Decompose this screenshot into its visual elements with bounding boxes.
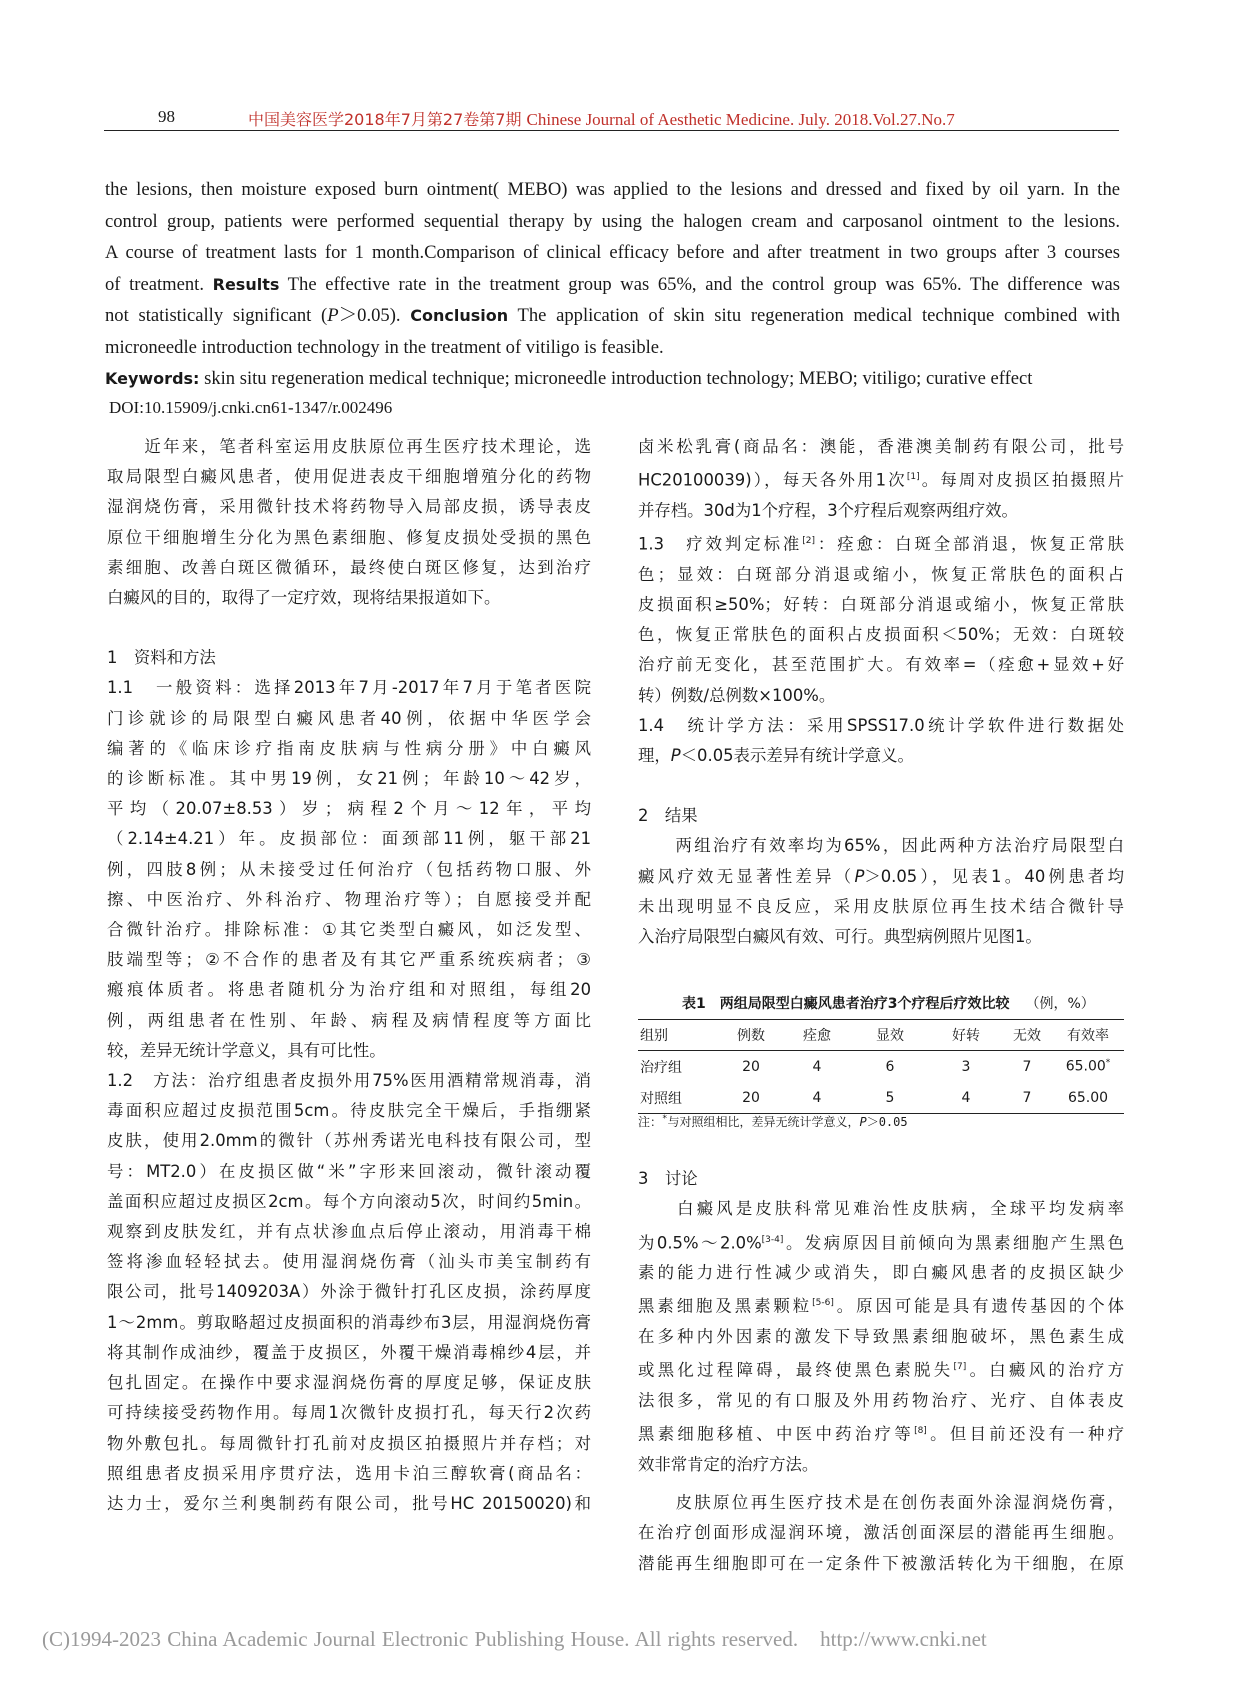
text: 。但目前还没有一种疗 xyxy=(926,1424,1124,1444)
body-line: 观察到皮肤发红，并有点状渗血点后停止滚动，用消毒干棉 xyxy=(107,1222,591,1242)
text: ＞0.05），见表1。40例患者均 xyxy=(864,866,1124,886)
header-rule xyxy=(104,130,1119,131)
text: 。白癜风的治疗方 xyxy=(966,1360,1124,1380)
table-cell: 7 xyxy=(1022,1058,1032,1075)
citation: [2] xyxy=(802,536,815,547)
results-label: Results xyxy=(212,274,280,294)
body-line: 白癜风的目的，取得了一定疗效，现将结果报道如下。 xyxy=(107,588,501,608)
citation: [8] xyxy=(914,1426,927,1437)
text: 与对照组相比，差异无统计学意义， xyxy=(667,1115,860,1129)
abstract-text: ＞0.05). xyxy=(338,305,401,326)
cell-value: 65.00 xyxy=(1065,1058,1106,1075)
abstract-text: The application of skin situ regeneration medical technique combined with xyxy=(517,305,1121,326)
keywords-label: Keywords: xyxy=(105,369,200,388)
body-line: 入治疗局限型白癜风有效、可行。典型病例照片见图1。 xyxy=(638,926,1042,946)
table-cell: 6 xyxy=(885,1058,895,1075)
body-line: 限公司，批号1409203A）外涂于微针打孔区皮损，涂药厚度 xyxy=(107,1282,591,1302)
text: 黑素细胞移植、中医中药治疗等 xyxy=(638,1424,915,1444)
body-line: 原位干细胞增生分化为黑色素细胞、修复皮损处受损的黑色 xyxy=(107,527,591,547)
body-line: （2.14±4.21）年。皮损部位：面颈部11例，躯干部21 xyxy=(107,829,591,849)
table-title xyxy=(682,993,1095,1013)
body-line: 将其制作成油纱，覆盖于皮损区，外覆干燥消毒棉纱4层，并 xyxy=(107,1342,591,1362)
doi: DOI:10.15909/j.cnki.cn61-1347/r.002496 xyxy=(109,398,393,417)
table-cell: 20 xyxy=(742,1058,760,1075)
body-line: 取局限型白癜风患者，使用促进表皮干细胞增殖分化的药物 xyxy=(107,467,591,487)
running-header xyxy=(248,107,955,130)
page-number: 98 xyxy=(158,107,175,126)
table-header: 组别 xyxy=(638,1020,718,1051)
table-cell: 65.00 xyxy=(1052,1082,1124,1114)
body-line xyxy=(638,1352,1124,1386)
body-line: 皮肤原位再生医疗技术是在创伤表面外涂湿润烧伤膏， xyxy=(638,1493,1124,1513)
table-caption: 表1 两组局限型白癜风患者治疗3个疗程后疗效比较 xyxy=(682,996,1010,1012)
table-cell: 3 xyxy=(961,1058,971,1075)
efficacy-table xyxy=(638,1019,1124,1114)
body-line: 肢端型等；②不合作的患者及有其它严重系统疾病者；③ xyxy=(107,950,591,970)
body-line: 较，差异无统计学意义，具有可比性。 xyxy=(107,1040,386,1060)
significance-mark: * xyxy=(1105,1058,1111,1069)
body-line: 的诊断标准。其中男19例，女21例；年龄10～42岁， xyxy=(107,769,591,789)
spacer xyxy=(638,771,1124,801)
copyright-footer xyxy=(42,1627,987,1652)
body-line: 合微针治疗。排除标准：①其它类型白癜风，如泛发型、 xyxy=(107,920,591,940)
citation: [5-6] xyxy=(812,1298,834,1309)
table-cell: 5 xyxy=(850,1082,930,1114)
body-line: 转）例数/总例数×100%。 xyxy=(638,685,836,705)
table-header: 无效 xyxy=(1002,1020,1052,1051)
p-symbol: P xyxy=(327,305,339,326)
body-line: 1.4 统计学方法：采用SPSS17.0统计学软件进行数据处 xyxy=(638,715,1124,735)
text: 癜风疗效无显著性差异（ xyxy=(638,866,855,886)
body-line: 卤米松乳膏(商品名：澳能，香港澳美制药有限公司，批号 xyxy=(638,437,1124,456)
table-cell: 治疗组 xyxy=(640,1059,682,1076)
body-line: 擦、中医治疗、外科治疗、物理治疗等）；自愿接受并配 xyxy=(107,889,591,909)
body-line: 号：MT2.0）在皮损区做“米”字形来回滚动，微针滚动覆 xyxy=(107,1161,591,1181)
body-line: 皮肤，使用2.0mm的微针（苏州秀诺光电科技有限公司，型 xyxy=(107,1131,591,1151)
section-title: 2 结果 xyxy=(638,806,698,826)
conclusion-label: Conclusion xyxy=(410,306,509,325)
body-line: 皮损面积≥50%；好转：白斑部分消退或缩小，恢复正常肤 xyxy=(638,594,1124,614)
table-row xyxy=(638,1082,1124,1114)
abstract-text: not statistically significant ( xyxy=(105,305,328,326)
table-cell: 4 xyxy=(784,1082,850,1114)
text: 理， xyxy=(638,745,671,765)
body-line: 1～2mm。剪取略超过皮损面积的消毒纱布3层，用湿润烧伤膏 xyxy=(107,1312,591,1332)
body-line xyxy=(638,526,1124,560)
text: ：痊愈：白斑全部消退，恢复正常肤 xyxy=(814,534,1124,554)
body-line: 例，两组患者在性别、年龄、病程及病情程度等方面比 xyxy=(107,1010,591,1030)
text: 。原因可能是具有遗传基因的个体 xyxy=(833,1296,1124,1316)
table-header: 显效 xyxy=(850,1020,930,1051)
spacer xyxy=(638,1480,1124,1488)
spacer xyxy=(107,613,591,643)
body-line xyxy=(638,1288,1124,1322)
text: ＞0.05 xyxy=(866,1115,908,1129)
body-line: 色，恢复正常肤色的面积占皮损面积＜50%；无效：白斑较 xyxy=(638,625,1124,645)
text: 注： xyxy=(638,1115,663,1129)
body-line xyxy=(638,462,1124,496)
keywords-text: skin situ regeneration medical technique; microneedle introduction technology; MEBO; vitiligo; curative effect xyxy=(204,368,1033,389)
body-line: 两组治疗有效率均为65%，因此两种方法治疗局限型白 xyxy=(638,836,1124,856)
body-line: 湿润烧伤膏，采用微针技术将药物导入局部皮损，诱导表皮 xyxy=(107,497,591,517)
text: 1.3 疗效判定标准 xyxy=(638,534,803,554)
body-line: 并存档。30d为1个疗程，3个疗程后观察两组疗效。 xyxy=(638,500,1018,520)
body-line: 在多种内外因素的激发下导致黑素细胞破坏，黑色素生成 xyxy=(638,1327,1124,1347)
table-cell: 4 xyxy=(930,1082,1002,1114)
text: HC20100039)），每天各外用1次 xyxy=(638,470,907,490)
body-line: 编著的《临床诊疗指南皮肤病与性病分册》中白癜风 xyxy=(107,738,591,758)
table-header: 有效率 xyxy=(1052,1020,1124,1051)
body-line: 1.2 方法：治疗组患者皮损外用75%医用酒精常规消毒，消 xyxy=(107,1071,591,1091)
table-row xyxy=(638,1051,1124,1083)
body-line xyxy=(638,862,1124,892)
table-unit: （例，%） xyxy=(1025,996,1095,1012)
body-line: 照组患者皮损采用序贯疗法，选用卡泊三醇软膏(商品名： xyxy=(107,1463,591,1483)
citation: [1] xyxy=(906,472,920,483)
body-line: 素细胞、改善白斑区微循环，最终使白斑区修复，达到治疗 xyxy=(107,557,591,577)
table-cell: 7 xyxy=(1002,1082,1052,1114)
abstract-line xyxy=(105,269,1120,301)
table-header: 痊愈 xyxy=(784,1020,850,1051)
body-line: 例，四肢8例；从未接受过任何治疗（包括药物口服、外 xyxy=(107,859,591,879)
body-line: 法很多，常见的有口服及外用药物治疗、光疗、自体表皮 xyxy=(638,1391,1124,1411)
abstract-line: microneedle introduction technology in the treatment of vitiligo is feasible. xyxy=(105,336,664,358)
body-line xyxy=(638,1416,1124,1450)
table-cell xyxy=(1052,1051,1124,1083)
abstract-line: control group, patients were performed sequential therapy by using the halogen cream and carposanol ointment to the lesions. xyxy=(105,210,1120,232)
abstract-line: A course of treatment lasts for 1 month.Comparison of clinical efficacy before and after treatment in two groups after 3 courses xyxy=(105,242,1120,263)
body-line: 白癜风是皮肤科常见难治性皮肤病，全球平均发病率 xyxy=(638,1199,1124,1219)
table-cell: 20 xyxy=(718,1082,784,1114)
text: 或黑化过程障碍，最终使黑色素脱失 xyxy=(638,1360,954,1380)
table-cell: 4 xyxy=(812,1058,822,1075)
table-header-row xyxy=(638,1020,1124,1051)
body-line: 潜能再生细胞即可在一定条件下被激活转化为干细胞，在原 xyxy=(638,1553,1124,1573)
cnki-url: http://www.cnki.net xyxy=(820,1627,987,1651)
body-line: 色；显效：白斑部分消退或缩小，恢复正常肤色的面积占 xyxy=(638,564,1124,584)
text: 为0.5%～2.0% xyxy=(638,1233,762,1253)
p-symbol: P xyxy=(859,1115,867,1129)
citation: [3-4] xyxy=(761,1234,784,1245)
abstract-text: The effective rate in the treatment group was 65%, and the control group was 65%. The difference was xyxy=(287,273,1121,295)
body-line: 效非常肯定的治疗方法。 xyxy=(638,1454,819,1474)
keywords-line xyxy=(105,363,1120,395)
copyright-text: (C)1994-2023 China Academic Journal Electronic Publishing House. All rights reserved. xyxy=(42,1627,799,1651)
body-line: 未出现明显不良反应，采用皮肤原位再生技术结合微针导 xyxy=(638,896,1124,916)
journal-title-en: Chinese Journal of Aesthetic Medicine. July. 2018.Vol.27.No.7 xyxy=(526,110,955,129)
body-line xyxy=(638,1225,1124,1259)
body-line: 1.1 一般资料：选择2013年7月-2017年7月于笔者医院 xyxy=(107,678,591,698)
body-line: 达力士，爱尔兰利奥制药有限公司，批号HC 20150020)和 xyxy=(107,1493,591,1513)
table-cell: 对照组 xyxy=(638,1082,718,1114)
body-line: 平均（20.07±8.53）岁；病程2个月～12年，平均 xyxy=(107,799,591,819)
left-column xyxy=(107,432,591,1519)
body-line: 毒面积应超过皮损范围5cm。待皮肤完全干燥后，手指绷紧 xyxy=(107,1101,591,1121)
body-line: 治疗前无变化，甚至范围扩大。有效率=（痊愈+显效+好 xyxy=(638,655,1124,675)
citation: [7] xyxy=(953,1362,967,1373)
section-title: 3 讨论 xyxy=(638,1169,698,1189)
text: 。发病原因目前倾向为黑素细胞产生黑色 xyxy=(783,1233,1124,1253)
body-line xyxy=(638,741,1124,771)
text: ＜0.05表示差异有统计学意义。 xyxy=(680,745,914,765)
journal-title-cn: 中国美容医学2018年7月第27卷第7期 xyxy=(248,110,522,129)
text: 黑素细胞及黑素颗粒 xyxy=(638,1296,813,1316)
abstract-line xyxy=(105,300,1120,332)
section-title: 1 资料和方法 xyxy=(107,648,216,668)
body-line: 盖面积应超过皮损区2cm。每个方向滚动5次，时间约5min。 xyxy=(107,1191,591,1211)
body-line: 门诊就诊的局限型白癜风患者40例，依据中华医学会 xyxy=(107,708,591,728)
english-abstract xyxy=(105,174,1120,395)
abstract-line: the lesions, then moisture exposed burn ointment( MEBO) was applied to the lesions and dressed and fixed by oil yarn. In the xyxy=(105,179,1120,200)
p-symbol: P xyxy=(854,866,865,886)
body-line: 素的能力进行性减少或消失，即白癜风患者的皮损区缺少 xyxy=(638,1263,1124,1283)
body-line: 瘢痕体质者。将患者随机分为治疗组和对照组，每组20 xyxy=(107,980,591,1000)
table-note xyxy=(638,1113,908,1130)
body-line: 包扎固定。在操作中要求湿润烧伤膏的厚度足够，保证皮肤 xyxy=(107,1373,591,1393)
body-line: 物外敷包扎。每周微针打孔前对皮损区拍摄照片并存档；对 xyxy=(107,1433,591,1453)
body-line: 签将渗血轻轻拭去。使用湿润烧伤膏（汕头市美宝制药有 xyxy=(107,1252,591,1272)
text: 。每周对皮损区拍摄照片 xyxy=(919,470,1124,490)
body-line: 近年来，笔者科室运用皮肤原位再生医疗技术理论，选 xyxy=(107,437,591,456)
significance-mark: * xyxy=(662,1114,668,1124)
body-line: 在治疗创面形成湿润环境，激活创面深层的潜能再生细胞。 xyxy=(638,1523,1124,1543)
body-line: 可持续接受药物作用。每周1次微针皮损打孔，每天行2次药 xyxy=(107,1403,591,1423)
table-header: 例数 xyxy=(718,1020,784,1051)
table-header: 好转 xyxy=(930,1020,1002,1051)
abstract-text: of treatment. xyxy=(105,273,204,295)
p-symbol: P xyxy=(670,745,681,765)
